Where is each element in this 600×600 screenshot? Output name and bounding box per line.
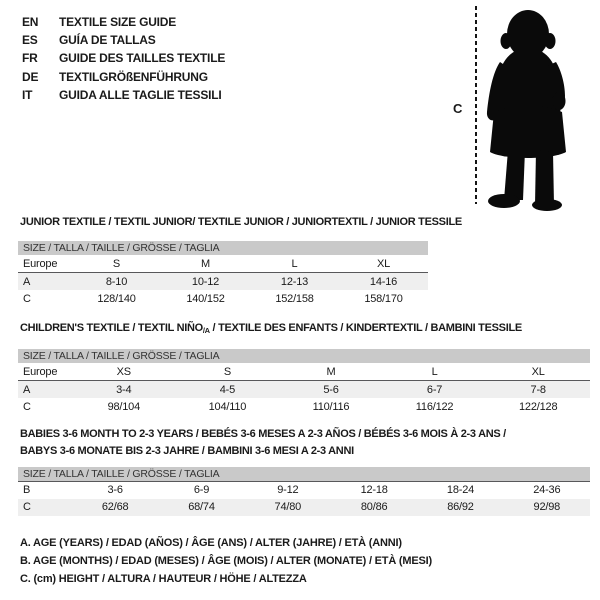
table-row-height	[18, 499, 590, 516]
language-row-de	[22, 68, 225, 86]
row-label: C	[18, 499, 72, 516]
title-line-1: BABIES 3-6 MONTH TO 2-3 YEARS / BEBÉS 3-6 MESES A 2-3 AÑOS / BÉBÉS 3-6 MOIS À 2-3 ANS /	[20, 428, 506, 440]
size-header-bar: SIZE / TALLA / TAILLE / GRÖSSE / TAGLIA	[18, 467, 590, 482]
title-line-2: BABYS 3-6 MONATE BIS 2-3 JAHRE / BAMBINI 3-6 MESI A 2-3 ANNI	[20, 444, 354, 457]
row-label: Europe	[18, 363, 72, 381]
language-row-es	[22, 31, 225, 49]
language-title: TEXTILE SIZE GUIDE	[59, 15, 177, 29]
size-cell: 12-13	[250, 273, 339, 291]
size-cell: 158/170	[364, 292, 403, 305]
language-row-fr	[22, 49, 225, 67]
language-title: GUÍA DE TALLAS	[59, 33, 156, 48]
language-title-list	[22, 13, 225, 104]
size-cell: 86/92	[417, 499, 503, 516]
size-cell: 110/116	[312, 400, 350, 413]
junior-size-table	[18, 241, 428, 307]
legend-line-b: B. AGE (MONTHS) / EDAD (MESES) / ÂGE (MOIS) / ALTER (MONATE) / ETÀ (MESI)	[20, 555, 432, 568]
height-dashed-line	[475, 6, 477, 204]
size-cell: XL	[486, 363, 590, 381]
language-code: DE	[22, 69, 39, 84]
row-label: A	[18, 273, 72, 291]
language-code: FR	[22, 51, 38, 66]
size-cell: S	[176, 363, 280, 381]
size-cell: 74/80	[245, 499, 331, 516]
row-label: C	[23, 292, 31, 305]
language-code: IT	[22, 87, 33, 102]
size-cell: 152/158	[275, 292, 314, 305]
size-cell: 10-12	[161, 273, 250, 291]
table-row-height	[18, 398, 590, 415]
section-children	[0, 322, 600, 415]
language-title: GUIDA ALLE TAGLIE TESSILI	[59, 87, 222, 102]
size-cell: 4-5	[176, 381, 280, 399]
measurement-legend	[20, 534, 432, 589]
language-title: GUIDE DES TAILLES TEXTILE	[59, 51, 226, 66]
table-row-age	[18, 381, 590, 399]
babies-size-table	[18, 467, 590, 516]
size-cell: 14-16	[339, 273, 428, 291]
table-row-region	[18, 363, 590, 381]
size-cell: 116/122	[415, 400, 454, 413]
size-cell: S	[72, 255, 161, 273]
title-suffix: / TEXTILE DES ENFANTS / KINDERTEXTIL / BAMBINI TESSILE	[209, 322, 522, 334]
size-cell: M	[279, 363, 383, 381]
section-children-title	[20, 322, 600, 337]
size-cell: 8-10	[72, 273, 161, 291]
baby-silhouette-icon	[480, 2, 598, 212]
row-label: C	[23, 400, 31, 413]
size-cell: XS	[72, 363, 176, 381]
size-cell: 62/68	[72, 499, 158, 516]
title-prefix: CHILDREN'S TEXTILE / TEXTIL NIÑO	[20, 322, 203, 334]
size-cell: 98/104	[107, 400, 141, 413]
size-cell: XL	[339, 255, 428, 273]
title-subscript: /A	[202, 326, 210, 335]
size-cell: 140/152	[186, 292, 225, 305]
table-row-height	[18, 290, 428, 307]
language-row-en	[22, 13, 225, 31]
size-cell: 80/86	[331, 499, 417, 516]
size-cell: 3-6	[107, 484, 123, 497]
section-babies	[0, 426, 600, 516]
size-header-bar: SIZE / TALLA / TAILLE / GRÖSSE / TAGLIA	[18, 349, 590, 363]
table-row-age	[18, 273, 428, 291]
children-size-table	[18, 349, 590, 415]
row-label: A	[18, 381, 72, 399]
legend-line-c: C. (cm) HEIGHT / ALTURA / HAUTEUR / HÖHE / ALTEZZA	[20, 573, 307, 586]
size-cell: L	[383, 363, 487, 381]
language-row-it	[22, 86, 225, 104]
size-cell: 92/98	[504, 499, 590, 516]
legend-line-a: A. AGE (YEARS) / EDAD (AÑOS) / ÂGE (ANS) / ALTER (JAHRE) / ETÀ (ANNI)	[20, 537, 402, 549]
size-cell: 12-18	[360, 484, 388, 497]
section-babies-title	[20, 426, 600, 460]
language-title: TEXTILGRÖßENFÜHRUNG	[59, 69, 208, 84]
size-cell: 6-7	[383, 381, 487, 399]
table-row-age-months	[18, 482, 590, 499]
size-cell: 18-24	[446, 484, 475, 497]
size-cell: 24-36	[533, 484, 561, 497]
size-cell: L	[250, 255, 339, 273]
row-label: B	[23, 484, 31, 497]
size-cell: 5-6	[279, 381, 383, 399]
size-cell: 7-8	[486, 381, 590, 399]
baby-height-figure	[448, 0, 600, 215]
language-code: EN	[22, 15, 39, 29]
size-cell: 6-9	[193, 484, 210, 497]
section-junior-title: JUNIOR TEXTILE / TEXTIL JUNIOR/ TEXTILE JUNIOR / JUNIORTEXTIL / JUNIOR TESSILE	[20, 216, 462, 228]
size-cell: 122/128	[519, 400, 558, 413]
section-junior	[0, 216, 600, 307]
size-cell: 68/74	[158, 499, 244, 516]
height-measure-label: C	[453, 101, 463, 116]
size-cell: 9-12	[277, 484, 299, 497]
size-cell: 128/140	[97, 292, 136, 305]
size-cell: M	[161, 255, 250, 273]
size-header-bar: SIZE / TALLA / TAILLE / GRÖSSE / TAGLIA	[18, 241, 428, 255]
size-cell: 3-4	[72, 381, 176, 399]
row-label: Europe	[18, 255, 72, 273]
table-row-region	[18, 255, 428, 273]
size-cell: 104/110	[208, 400, 247, 413]
language-code: ES	[22, 33, 38, 48]
